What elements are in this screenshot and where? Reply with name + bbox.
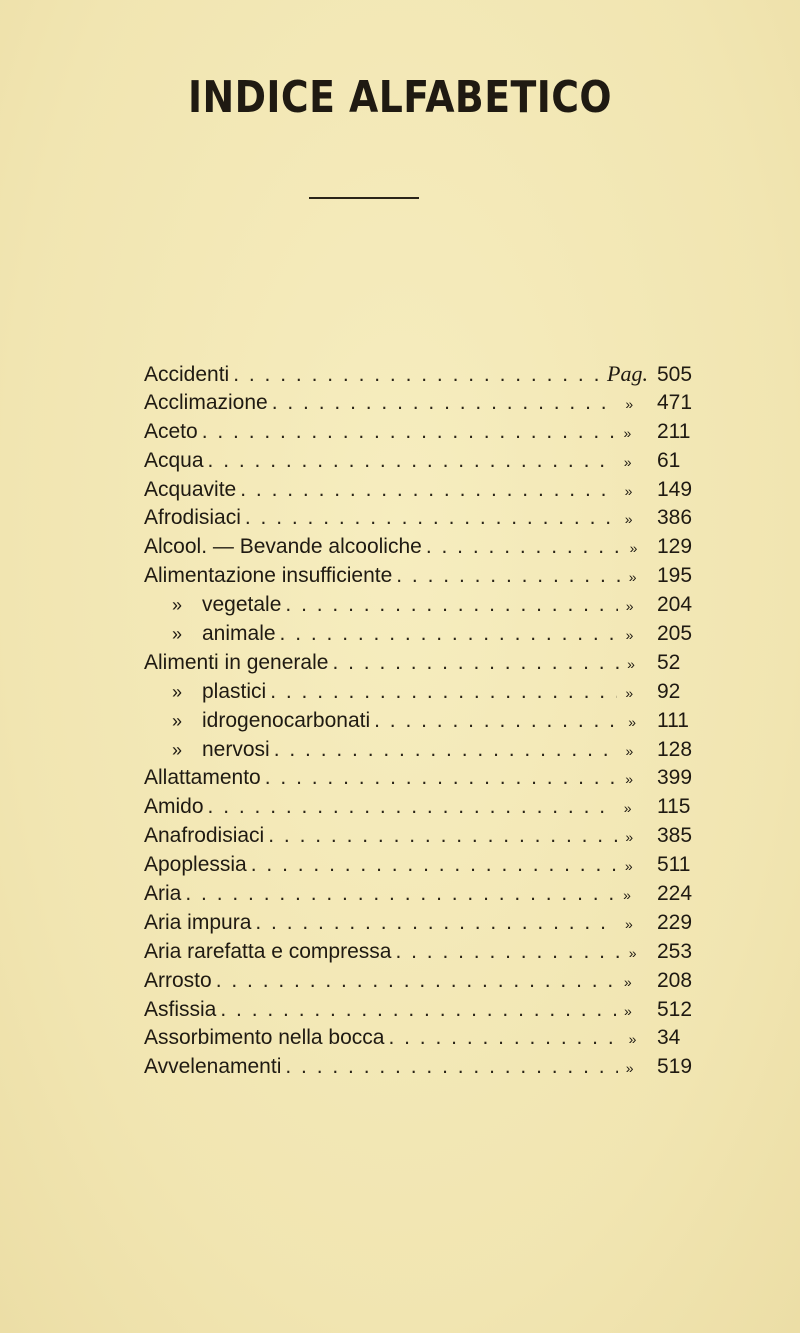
- entry-term: Apoplessia: [144, 853, 247, 877]
- page-number: 205: [657, 622, 693, 646]
- index-entry: [144, 851, 699, 880]
- ditto-mark: »: [172, 739, 183, 760]
- entry-term: plastici: [202, 679, 267, 703]
- entry-indent: [144, 620, 202, 648]
- page-number: 512: [657, 997, 693, 1021]
- dot-leader: [255, 909, 617, 937]
- ditto-mark: »: [628, 569, 637, 586]
- dot-leader: [270, 678, 617, 706]
- index-entry: [144, 880, 699, 909]
- ditto-mark: »: [624, 915, 633, 932]
- ditto-mark: »: [628, 944, 637, 961]
- entry-indent: [144, 678, 202, 706]
- index-entry: [144, 620, 699, 649]
- dot-leader: [332, 649, 619, 677]
- index-entry: [144, 678, 699, 707]
- entry-indent: [144, 591, 202, 619]
- dot-leader: [251, 851, 617, 879]
- index-entry: [144, 447, 699, 476]
- ditto-mark: »: [172, 710, 183, 731]
- dot-leader: [374, 707, 620, 735]
- dot-leader: [272, 389, 618, 417]
- index-entry: [144, 533, 699, 562]
- dot-leader: [240, 476, 616, 504]
- ditto-mark: »: [172, 681, 183, 702]
- index-entry: [144, 707, 699, 736]
- index-entry: [144, 1024, 699, 1053]
- index-entry: [144, 476, 699, 505]
- dot-leader: [233, 361, 599, 389]
- dot-leader: [216, 967, 616, 995]
- page-title: INDICE ALFABETICO: [187, 72, 613, 123]
- dot-leader: [285, 591, 617, 619]
- ditto-mark: »: [624, 858, 633, 875]
- entry-term: Allattamento: [144, 766, 261, 790]
- dot-leader: [396, 562, 621, 590]
- ditto-mark: »: [624, 482, 633, 499]
- ditto-mark: »: [625, 627, 634, 644]
- entry-term: Amido: [144, 795, 204, 819]
- entry-term: Aria rarefatta e compressa: [144, 939, 392, 963]
- dot-leader: [202, 418, 616, 446]
- ditto-mark: »: [625, 395, 634, 412]
- page-number: 471: [657, 390, 693, 414]
- entry-term: animale: [202, 622, 276, 646]
- entry-term: Aceto: [144, 419, 198, 443]
- index-entry: [144, 764, 699, 793]
- entry-term: Alcool. — Bevande alcooliche: [144, 535, 422, 559]
- index-entry: [144, 793, 699, 822]
- dot-leader: [220, 996, 616, 1024]
- entry-indent: [144, 736, 202, 764]
- entry-term: Alimentazione insufficiente: [144, 564, 393, 588]
- dot-leader: [208, 793, 616, 821]
- index-entry: [144, 996, 699, 1025]
- alphabetical-index: [144, 360, 699, 1082]
- ditto-mark: »: [624, 1002, 632, 1019]
- page-number: 399: [657, 766, 693, 790]
- index-entry: [144, 418, 699, 447]
- dot-leader: [274, 736, 618, 764]
- dot-leader: [268, 822, 617, 850]
- ditto-mark: »: [627, 655, 635, 672]
- index-entry: [144, 649, 699, 678]
- page-number: 52: [657, 650, 681, 674]
- dot-leader: [280, 620, 618, 648]
- page-number: 129: [657, 535, 693, 559]
- ditto-mark: »: [623, 453, 632, 470]
- ditto-mark: »: [625, 742, 634, 759]
- index-entry: [144, 1053, 699, 1082]
- index-entry: [144, 360, 699, 389]
- ditto-mark: »: [625, 829, 634, 846]
- page-number: 224: [657, 882, 693, 906]
- dot-leader: [426, 533, 622, 561]
- entry-term: nervosi: [202, 737, 270, 761]
- page-number: 211: [657, 419, 691, 443]
- ditto-mark: »: [625, 598, 634, 615]
- page-number: 519: [657, 1055, 693, 1079]
- index-entry: [144, 822, 699, 851]
- entry-term: Alimenti in generale: [144, 650, 329, 674]
- page-number: 128: [657, 737, 693, 761]
- index-entry: [144, 736, 699, 765]
- ditto-mark: »: [172, 624, 183, 645]
- entry-term: Assorbimento nella bocca: [144, 1026, 385, 1050]
- page-number: 195: [657, 564, 693, 588]
- page-number: 204: [657, 593, 693, 617]
- entry-term: Acquavite: [144, 477, 237, 501]
- ditto-mark: »: [623, 887, 631, 904]
- entry-term: Acqua: [144, 448, 204, 472]
- entry-term: Asfissia: [144, 997, 217, 1021]
- ditto-mark: »: [623, 424, 632, 441]
- page-number: 149: [657, 477, 693, 501]
- page-number: 61: [657, 448, 681, 472]
- page-number: 385: [657, 824, 693, 848]
- ditto-mark: »: [625, 684, 634, 701]
- ditto-mark: »: [629, 540, 638, 557]
- page-number: 111: [657, 708, 689, 732]
- dot-leader: [245, 504, 617, 532]
- page-number: 208: [657, 968, 693, 992]
- page-number: 229: [657, 910, 693, 934]
- entry-term: Aria: [144, 882, 182, 906]
- index-entry: [144, 591, 699, 620]
- page-number: 115: [657, 795, 691, 819]
- page-number: 92: [657, 679, 681, 703]
- dot-leader: [285, 1053, 617, 1081]
- page-label: Pag.: [607, 361, 648, 386]
- entry-term: Aria impura: [144, 910, 252, 934]
- entry-term: Accidenti: [144, 363, 230, 386]
- ditto-mark: »: [628, 713, 636, 730]
- ditto-mark: »: [628, 1031, 637, 1048]
- ditto-mark: »: [623, 800, 632, 817]
- dot-leader: [395, 938, 620, 966]
- ditto-mark: »: [623, 973, 632, 990]
- entry-term: Acclimazione: [144, 390, 268, 414]
- title-divider: [309, 197, 419, 199]
- index-entry: [144, 938, 699, 967]
- index-entry: [144, 389, 699, 418]
- entry-term: Avvelenamenti: [144, 1055, 282, 1079]
- dot-leader: [185, 880, 615, 908]
- page-number: 34: [657, 1026, 681, 1050]
- dot-leader: [208, 447, 616, 475]
- page-number: 253: [657, 939, 693, 963]
- page-number: 386: [657, 506, 693, 530]
- entry-indent: [144, 707, 202, 735]
- entry-term: Anafrodisiaci: [144, 824, 265, 848]
- dot-leader: [388, 1024, 620, 1052]
- entry-term: idrogenocarbonati: [202, 708, 371, 732]
- ditto-mark: »: [625, 771, 634, 788]
- dot-leader: [265, 764, 618, 792]
- index-entry: [144, 562, 699, 591]
- page-number: 505: [657, 363, 693, 386]
- index-entry: [144, 967, 699, 996]
- entry-term: Arrosto: [144, 968, 212, 992]
- page-number: 511: [657, 853, 691, 877]
- ditto-mark: »: [172, 595, 183, 616]
- ditto-mark: »: [624, 511, 633, 528]
- index-entry: [144, 504, 699, 533]
- index-entry: [144, 909, 699, 938]
- entry-term: Afrodisiaci: [144, 506, 241, 530]
- ditto-mark: »: [625, 1060, 634, 1077]
- entry-term: vegetale: [202, 593, 282, 617]
